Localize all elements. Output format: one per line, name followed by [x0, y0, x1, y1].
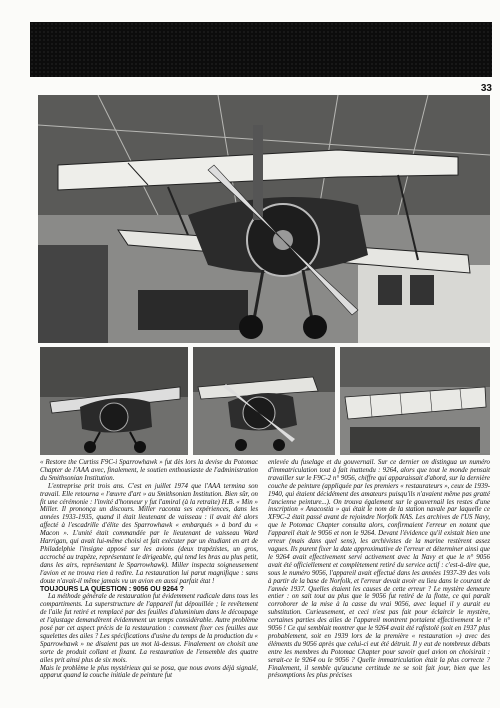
restoration-photo-2-image [193, 347, 335, 455]
restoration-photo-3 [340, 347, 490, 455]
restoration-photo-2 [193, 347, 335, 455]
restoration-photo-1-image [40, 347, 188, 455]
paragraph: « Restore the Curtiss F9C-i Sparrowhawk » fut dès lors la devise du Potomac Chapter de l'AAA avec, finalement, le soutien enthousiaste de l'administration du Smithsonian Institution. [40, 459, 258, 482]
paragraph: La méthode générale de restauration fut évidemment radicale dans tous les compartiments. La superstructure de l'appareil fut dépouillée ; le revêtement de l'aile fut retiré et remplacé par des feuilles d'aluminium dans le découpage et l'ajustage demandèrent évidemment un temps considérable. Autre problème posé par cet aspect précis de la restauration : comment fixer ces feuilles aux squelettes des ailes ? Les spécifications d'usine du temps de la production du « Sparrowhawk » ne disaient pas un mot là-dessus. Finalement on choisit une sorte de produit collant et fixant. La restauration de l'ensemble des quatre ailes prit ainsi plus de six mois. [40, 593, 258, 664]
paragraph: Mais le problème le plus mystérieux qui se posa, que nous avons déjà signalé, apparut quand la couche initiale de peinture fut [40, 664, 258, 680]
section-heading: TOUJOURS LA QUESTION : 9056 OU 9264 ? [40, 585, 184, 593]
restoration-photo-3-image [340, 347, 490, 455]
header-banner [30, 22, 492, 77]
article-column-left [40, 459, 258, 680]
paragraph: L'entreprise prit trois ans. C'est en juillet 1974 que l'AAA termina son travail. Elle retourna « l'œuvre d'art » au Smithsonian Institution. Bien sûr, on fit une cérémonie : l'invité d'honneur y fut l'amiral (à la retraite) H.B. « Min » Miller. Il prononça un discours. Miller raconta ses expériences, dans les années 1933-1935, quand il était lieutenant de vaisseau : il avait été alors affecté à l'escadrille d'élite des Sparrowhawk « embarqués » à bord du « Macon ». L'unité était commandée par le lieutenant de vaisseau Ward Harrigan, qui avait lui-même choisi et fait exécuter par un étudiant en art de Philadelphie l'insigne apposé sur les avions (deux trapézistes, un gros, accroché au trapèze, représentant le dirigeable, qui tend les bras au plus petit, dans les airs, représentant le Sparrowhawk). Miller inspecta soigneusement l'avion et ne trouva rien à redire. La restauration lui parut magnifique : sans doute n'avait-il même jamais vu un avion en aussi parfait état ! [40, 482, 258, 585]
article-column-right [268, 459, 490, 680]
main-photo [38, 95, 490, 343]
page-number: 33 [480, 83, 492, 94]
paragraph: enlevée du fuselage et du gouvernail. Sur ce dernier on distingua un numéro d'immatriculation tout à fait inattendu : 9264, alors que tout le monde pensait travailler sur le F9C-2 n° 9056, chiffre qui apparaissait d'abord, sur la dernière couche de peinture (appliquée par les premiers « restaurateurs », ceux de 1939-1940, qui étaient décidément des amateurs puisqu'ils n'avaient même pas gratté l'ancienne peinture...). On trouva également sur le gouvernail les restes d'une inscription « Anacostia » qui était le nom de la station navale par laquelle ce XF9C-2 était passé avant de rejoindre Norfolk NAS. Les archives de l'US Navy, que le Potomac Chapter consulta alors, confirmaient l'erreur en notant que l'appareil était le 9056 et non le 9264. Devant l'évidence qu'il existait bien une erreur (mais dans quel sens), les archivistes de la marine restèrent assez vagues. Ils purent fixer la date approximative de l'erreur et déterminer ainsi que le 9264 avait effectivement servi activement avec la Navy et que le n° 9056 avait été officiellement et complètement retiré du service actif : c'est-à-dire que, sous le numéro 9056, l'appareil avait effectué dans les années 1937-39 des vols à partir de la base de Norfolk, et l'erreur devait avoir eu lieu dans le courant de l'année 1937. Quelles étaient les causes de cette erreur ? Le mystère demeure entier : on sait tout au plus que le 9056 fut retiré de la flotte, ce qui paraît corroborer de la mise à la casse du vrai 9056, avec lequel il y aurait eu substitution. Curieusement, et ceci n'est pas fait pour éclaircir le mystère, certaines parties des ailes de l'appareil montrent portaient effectivement le n° 9056 ! Ce qui semblait montrer que le 9264 avait été rafistolé (soit en 1937 plus probablement, soit en 1939 lors de la première « restauration ») avec des éléments du 9056 après que celui-ci eut été détruit. Il y eut de nombreux débats entre les membres du Potomac Chapter pour savoir quel avion on choisirait : serait-ce le 9264 ou le 9056 ? Quelle immatriculation était la plus correcte ? Finalement, il semble qu'aucune certitude ne se soit fait jour, bien que les présomptions les plus précises [268, 459, 490, 680]
restoration-photo-1 [40, 347, 188, 455]
biplane-photo-image [38, 95, 490, 343]
